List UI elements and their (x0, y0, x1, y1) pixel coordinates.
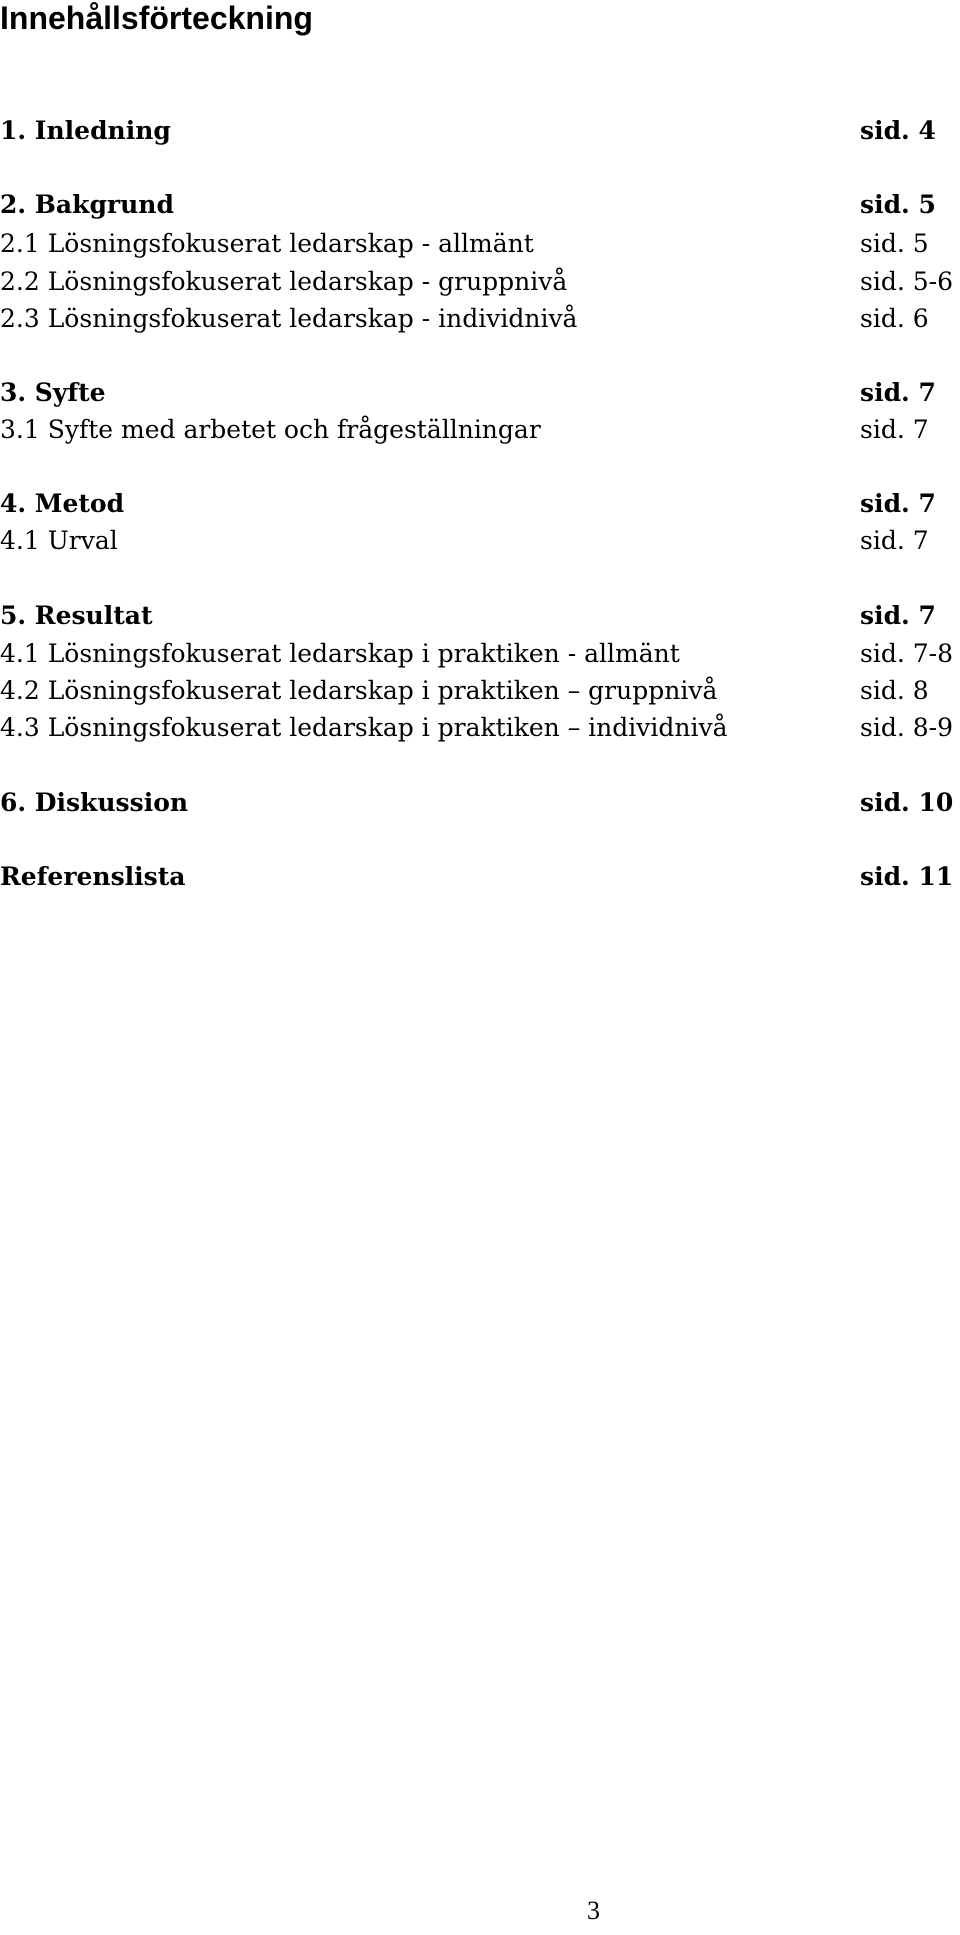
toc-entry-label: 4. Metod (0, 489, 125, 518)
toc-entry-page: sid. 8 (860, 676, 929, 705)
toc-entry-page: sid. 11 (860, 862, 954, 891)
toc-entry-page: sid. 7 (860, 415, 929, 444)
page-title: Innehållsförteckning (0, 0, 313, 36)
toc-entry-label: 6. Diskussion (0, 788, 189, 817)
toc-entry-label: 2.3 Lösningsfokuserat ledarskap - individnivå (0, 304, 578, 333)
toc-entry-syfte (0, 376, 960, 410)
toc-entry-label: Referenslista (0, 862, 186, 891)
toc-entry-diskussion (0, 786, 960, 820)
toc-entry-referenslista (0, 860, 960, 894)
toc-entry-inledning (0, 114, 960, 148)
toc-entry-label: 2.1 Lösningsfokuserat ledarskap - allmänt (0, 229, 534, 258)
toc-entry-page: sid. 6 (860, 304, 929, 333)
toc-entry-label: 4.2 Lösningsfokuserat ledarskap i praktiken – gruppnivå (0, 676, 718, 705)
toc-entry-resultat-4-2 (0, 674, 960, 708)
toc-entry-2-3 (0, 302, 960, 336)
toc-entry-resultat (0, 599, 960, 633)
toc-entry-page: sid. 5 (860, 190, 936, 219)
toc-entry-metod (0, 487, 960, 521)
toc-entry-label: 3. Syfte (0, 378, 106, 407)
toc-entry-label: 4.1 Lösningsfokuserat ledarskap i praktiken - allmänt (0, 639, 680, 668)
toc-entry-2-1 (0, 227, 960, 261)
page-number: 3 (587, 1896, 600, 1925)
toc-entry-label: 4.3 Lösningsfokuserat ledarskap i praktiken – individnivå (0, 713, 728, 742)
toc-entry-label: 1. Inledning (0, 116, 171, 145)
toc-entry-label: 5. Resultat (0, 601, 153, 630)
toc-entry-page: sid. 10 (860, 788, 954, 817)
toc-entry-4-1-urval (0, 524, 960, 558)
toc-entry-label: 2. Bakgrund (0, 190, 174, 219)
toc-entry-page: sid. 7 (860, 526, 929, 555)
toc-entry-label: 3.1 Syfte med arbetet och frågeställningar (0, 415, 541, 444)
toc-entry-page: sid. 5-6 (860, 267, 953, 296)
toc-entry-page: sid. 7 (860, 378, 936, 407)
toc-entry-page: sid. 4 (860, 116, 936, 145)
toc-entry-resultat-4-3 (0, 711, 960, 745)
toc-entry-bakgrund (0, 188, 960, 222)
toc-entry-label: 4.1 Urval (0, 526, 118, 555)
toc-entry-page: sid. 8-9 (860, 713, 953, 742)
toc-entry-label: 2.2 Lösningsfokuserat ledarskap - gruppnivå (0, 267, 568, 296)
toc-entry-2-2 (0, 265, 960, 299)
toc-entry-page: sid. 5 (860, 229, 929, 258)
toc-entry-page: sid. 7-8 (860, 639, 953, 668)
toc-entry-resultat-4-1 (0, 637, 960, 671)
toc-entry-page: sid. 7 (860, 601, 936, 630)
toc-entry-page: sid. 7 (860, 489, 936, 518)
toc-entry-3-1 (0, 413, 960, 447)
